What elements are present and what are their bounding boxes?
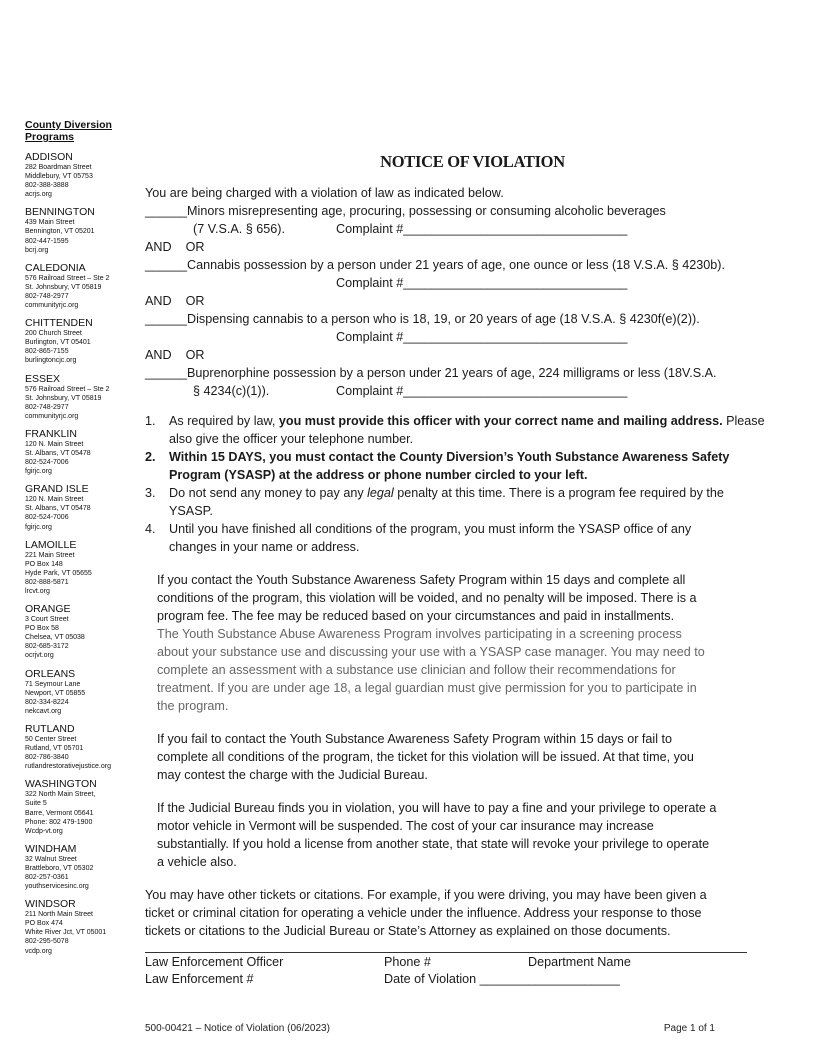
sidebar-title: County Diversion Programs: [25, 119, 112, 143]
county-address-line: White River Jct, VT 05001: [25, 929, 107, 937]
county-address-line: 200 Church Street: [25, 330, 82, 338]
county-address-line: 802-447-1595: [25, 237, 69, 245]
county-address-line: 802-865-7155: [25, 348, 69, 356]
county-name: ORLEANS: [25, 667, 76, 680]
instruction-4: 4. Until you have finished all conditions of the program, you must inform the YSASP office of any changes in your name or address.: [145, 522, 692, 554]
county-address-line: Wcdp-vt.org: [25, 827, 63, 835]
intro-text: You are being charged with a violation of law as indicated below.: [145, 186, 504, 200]
complaint-field[interactable]: Complaint #________________________________: [336, 384, 628, 398]
instruction-3: 3. Do not send any money to pay any legal penalty at this time. There is a program fee required by the YSASP.: [145, 486, 724, 518]
county-address-line: 802-748-2977: [25, 403, 69, 411]
county-address-line: Middlebury, VT 05753: [25, 173, 93, 181]
county-address-line: 120 N. Main Street: [25, 496, 84, 504]
charge-buprenorphine: ______Buprenorphine possession by a person under 21 years of age, 224 milligrams or less (18V.S.A.: [145, 366, 717, 380]
phone-label: Phone #: [384, 955, 431, 969]
county-name: ADDISON: [25, 151, 73, 163]
officer-label: Law Enforcement Officer: [145, 955, 284, 969]
page-title: NOTICE OF VIOLATION: [380, 152, 565, 171]
county-address-line: communityrjc.org: [25, 302, 79, 310]
and-or-2: AND OR: [145, 294, 205, 308]
county-address-line: 802-888-5871: [25, 578, 69, 586]
page-footer: [145, 1023, 715, 1034]
county-address-line: 282 Boardman Street: [25, 164, 92, 171]
county-address-line: 3 Court Street: [25, 616, 69, 624]
charge-cannabis-possession: ______Cannabis possession by a person under 21 years of age, one ounce or less (18 V.S.A. § 4230b).: [145, 258, 725, 272]
county-name: LAMOILLE: [25, 538, 77, 551]
paragraph-fail-to-contact: If you fail to contact the Youth Substance Awareness Safety Program within 15 days or fail to complete all conditions of the program, the ticket for this violation will be issued. At that time, you may contest the charge with the Judicial Bureau.: [157, 732, 694, 782]
county-entry-orleans[interactable]: [25, 668, 140, 716]
county-address-line: 802-388-3888: [25, 182, 69, 190]
notice-body: [145, 146, 765, 987]
county-address-line: Bennington, VT 05201: [25, 228, 95, 236]
county-address-line: youthservicesinc.org: [25, 883, 89, 891]
county-list: [25, 151, 140, 956]
county-name: WASHINGTON: [25, 778, 97, 791]
county-name: WINDSOR: [25, 898, 76, 911]
county-address-line: 802-257-0361: [25, 873, 69, 881]
county-entry-chittenden[interactable]: [25, 317, 140, 365]
instruction-1: 1. As required by law, you must provide this officer with your correct name and mailing address. Please also give the officer your telephone number.: [145, 414, 765, 446]
county-name: RUTLAND: [25, 722, 75, 735]
county-name: WINDHAM: [25, 842, 77, 855]
county-address-line: PO Box 148: [25, 560, 63, 568]
county-address-line: Burlington, VT 05401: [25, 339, 91, 347]
county-address-line: 802-786-3840: [25, 754, 69, 762]
paragraph-other-tickets: You may have other tickets or citations. For example, if you were driving, you may have been given a ticket or criminal citation for operating a vehicle under the influence. Address your response to those tickets or citations to the Judicial Bureau or State’s Attorney as explained on those documents.: [145, 888, 707, 938]
charge-cannabis-dispensing: ______Dispensing cannabis to a person who is 18, 19, or 20 years of age (18 V.S.A. § 4230f(e)(2)).: [145, 312, 700, 326]
county-address-line: communityrjc.org: [25, 412, 79, 420]
complaint-field[interactable]: Complaint #________________________________: [336, 276, 628, 290]
county-address-line: 802-334-8224: [25, 698, 69, 706]
county-address-line: Suite 5: [25, 800, 47, 808]
paragraph-judicial-bureau: If the Judicial Bureau finds you in violation, you will have to pay a fine and your privilege to operate a motor vehicle in Vermont will be suspended. The cost of your car insurance may increase substantially. If you hold a license from another state, that state will revoke your privilege to operate a vehicle also.: [157, 801, 717, 869]
county-address-line: lrcvt.org: [25, 588, 50, 595]
county-address-line: PO Box 58: [25, 625, 59, 633]
county-address-line: nekcavt.org: [25, 707, 62, 715]
charge-alcohol-statute: (7 V.S.A. § 656).: [193, 222, 285, 236]
county-address-line: St. Johnsbury, VT 05819: [25, 394, 102, 402]
county-address-line: burlingtoncjc.org: [25, 357, 77, 365]
county-address-line: rutlandrestorativejustice.org: [25, 763, 111, 771]
county-address-line: 50 Center Street: [25, 735, 77, 743]
county-address-line: 802-295-5078: [25, 938, 69, 946]
county-address-line: St. Albans, VT 05478: [25, 449, 91, 457]
county-address-line: 802-685-3172: [25, 643, 69, 651]
department-label: Department Name: [528, 955, 631, 969]
charge-alcohol: ______Minors misrepresenting age, procuring, possessing or consuming alcoholic beverages: [145, 204, 666, 218]
county-address-line: 439 Main Street: [25, 219, 75, 227]
signature-labels-row-2: [145, 970, 765, 987]
paragraph-voided: If you contact the Youth Substance Awareness Safety Program within 15 days and complete all conditions of the program, this violation will be voided, and no penalty will be imposed. There is a program fee. The fee may be reduced based on your circumstances and paid in installments. The Youth Substance Abuse Awareness Program involves participating in a screening process about your substance use and discussing your use with a YSASP case manager. You may need to complete an assessment with a substance use clinician and follow their recommendations for treatment. If you are under age 18, a legal guardian must give permission for you to participate in the program.: [157, 573, 705, 713]
county-entry-grand-isle[interactable]: [25, 483, 140, 531]
county-name: CHITTENDEN: [25, 317, 93, 330]
county-address-line: St. Albans, VT 05478: [25, 505, 91, 513]
county-name: GRAND ISLE: [25, 483, 89, 496]
county-address-line: Hyde Park, VT 05655: [25, 569, 92, 577]
county-address-line: 802-524-7006: [25, 514, 69, 522]
county-name: ESSEX: [25, 372, 61, 385]
signature-labels-row-1: [145, 953, 765, 970]
county-entry-washington[interactable]: [25, 778, 140, 835]
county-entry-windsor[interactable]: [25, 898, 140, 955]
county-address-line: 802-748-2977: [25, 292, 69, 300]
county-address-line: vcdp.org: [25, 947, 52, 955]
county-address-line: 802-524-7006: [25, 459, 69, 467]
county-address-line: 32 Walnut Street: [25, 855, 77, 863]
county-address-line: 576 Railroad Street – Ste 2: [25, 274, 110, 282]
county-entry-rutland[interactable]: [25, 723, 140, 771]
complaint-field[interactable]: Complaint #________________________________: [336, 330, 628, 344]
complaint-field[interactable]: Complaint #________________________________: [336, 222, 628, 236]
county-address-line: Phone: 802 479-1900: [25, 818, 93, 826]
county-address-line: 576 Railroad Street – Ste 2: [25, 385, 110, 393]
form-number: 500-00421 – Notice of Violation (06/2023): [145, 1023, 330, 1034]
county-entry-lamoille[interactable]: [25, 539, 140, 596]
county-entry-addison[interactable]: [25, 151, 140, 199]
county-entry-essex[interactable]: [25, 373, 140, 421]
county-address-line: Chelsea, VT 05038: [25, 634, 85, 642]
county-address-line: 211 North Main Street: [25, 911, 93, 919]
county-address-line: 322 North Main Street,: [25, 791, 96, 799]
county-diversion-sidebar: [25, 119, 140, 963]
county-entry-franklin[interactable]: [25, 428, 140, 476]
county-entry-windham[interactable]: [25, 843, 140, 891]
county-address-line: 120 N. Main Street: [25, 440, 84, 448]
county-address-line: Brattleboro, VT 05302: [25, 864, 94, 872]
county-name: BENNINGTON: [25, 206, 95, 219]
county-address-line: fgirjc.org: [25, 523, 52, 531]
county-name: FRANKLIN: [25, 427, 77, 440]
county-entry-bennington[interactable]: [25, 206, 140, 254]
county-address-line: fgirjc.org: [25, 468, 52, 476]
county-address-line: 71 Seymour Lane: [25, 680, 81, 688]
instructions-list: [145, 412, 765, 556]
charge-alcohol-statute-row: [145, 220, 765, 238]
county-entry-caledonia[interactable]: [25, 262, 140, 310]
page-number: Page 1 of 1: [663, 1023, 715, 1034]
county-address-line: St. Johnsbury, VT 05819: [25, 283, 102, 291]
county-address-line: Barre, Vermont 05641: [25, 809, 94, 817]
county-address-line: bcrj.org: [25, 246, 49, 254]
county-address-line: Rutland, VT 05701: [25, 745, 84, 753]
county-address-line: 221 Main Street: [25, 551, 75, 559]
and-or-1: AND OR: [145, 240, 205, 254]
county-entry-orange[interactable]: [25, 603, 140, 660]
county-address-line: ocrjvt.org: [25, 652, 54, 660]
county-name: CALEDONIA: [25, 261, 86, 274]
and-or-3: AND OR: [145, 348, 205, 362]
officer-number-label: Law Enforcement #: [145, 972, 254, 986]
county-name: ORANGE: [25, 603, 71, 616]
charge-buprenorphine-statute: § 4234(c)(1)).: [193, 384, 270, 398]
county-address-line: Newport, VT 05855: [25, 689, 86, 697]
charge-buprenorphine-statute-row: [145, 382, 765, 400]
instruction-2: 2. Within 15 DAYS, you must contact the County Diversion’s Youth Substance Awareness Safety Program (YSASP) at the address or phone number circled to your left.: [145, 450, 730, 482]
date-of-violation-field[interactable]: Date of Violation ____________________: [384, 972, 620, 986]
county-address-line: acrjs.org: [25, 191, 52, 199]
county-address-line: PO Box 474: [25, 920, 63, 928]
